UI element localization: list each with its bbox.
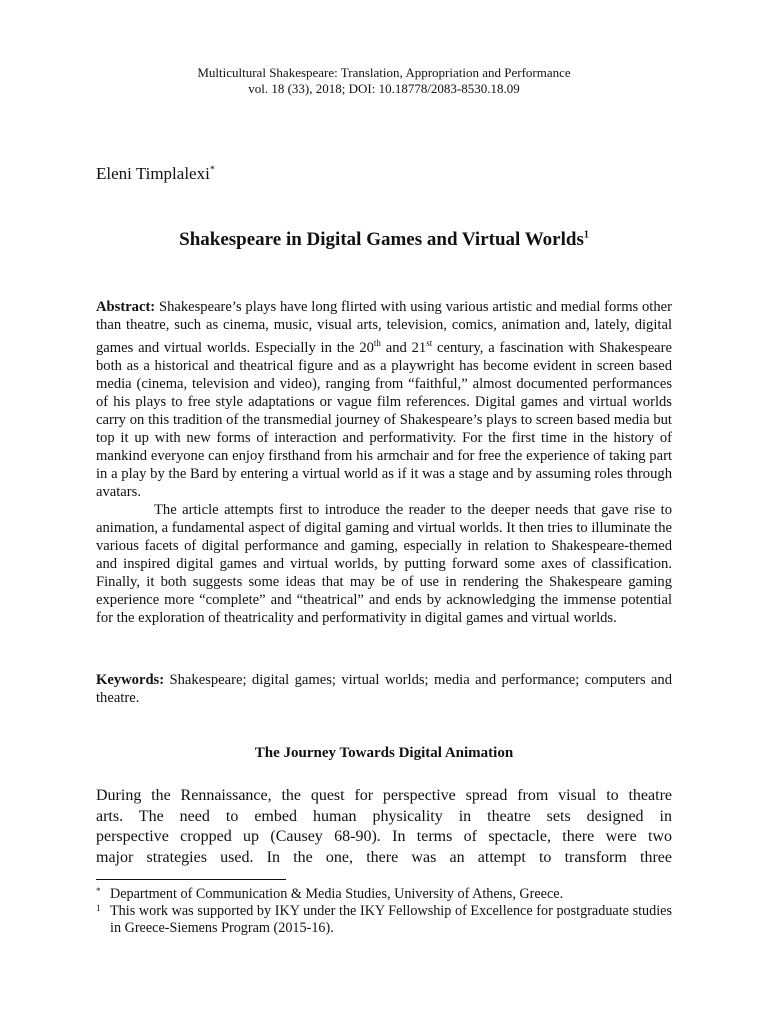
section-heading: The Journey Towards Digital Animation [254, 745, 514, 761]
footnote-item [96, 903, 672, 937]
footnote-item [96, 886, 672, 903]
body-line: major strategies used. In the one, there was an attempt to transform three [96, 848, 672, 866]
title-footnote-mark: 1 [583, 229, 589, 241]
author-name [96, 164, 215, 184]
abstract-text-b: and 21 [380, 339, 427, 356]
abstract [96, 298, 672, 627]
author-name-text: Eleni Timplalexi [96, 164, 210, 183]
abstract-text-c: century, a fascination with Shakespeare both as a historical and theatrical figure and as a playwright has become evident in screen based media (cinema, television and video), ranging from “faithful,” almost documented performances of his plays to free style adaptations or vague film references. Digital games and virtual worlds carry on this tradition of the transmedial journey of Shakespeare’s plays to screen based media but top it up with new forms of interaction and performativity. For the first time in the history of mankind everyone can enjoy firsthand from his armchair and for free the experience of taking part in a play by the Bard by entering a virtual world as if it was a stage and by assuming roles through avatars. [96, 339, 672, 500]
body-line: perspective cropped up (Causey 68-90). In terms of spectacle, there were two [96, 828, 672, 845]
abstract-label: Abstract: [96, 299, 156, 315]
abstract-text-a: Shakespeare’s plays have long flirted with using various artistic and medial forms other than theatre, such as cinema, music, visual arts, television, comics, animation and, lately, digital games and virtual worlds. Especially in the 20 [96, 299, 672, 356]
footnotes [96, 886, 672, 937]
body-paragraph [96, 786, 672, 868]
body-line: arts. The need to embed human physicality in theatre sets designed in [96, 807, 672, 825]
footnote-text: This work was supported by IKY under the IKY Fellowship of Excellence for postgraduate studies in Greece-Siemens Program (2015-16). [110, 903, 672, 936]
journal-volume-line: vol. 18 (33), 2018; DOI: 10.18778/2083-8530.18.09 [248, 81, 520, 96]
article-title-text: Shakespeare in Digital Games and Virtual Worlds [179, 229, 584, 250]
body-line: During the Rennaissance, the quest for perspective spread from visual to theatre [96, 787, 672, 804]
keywords [96, 671, 672, 707]
footnote-mark: 1 [96, 903, 101, 913]
footnote-divider [96, 879, 286, 880]
footnote-text: Department of Communication & Media Studies, University of Athens, Greece. [110, 886, 564, 902]
abstract-paragraph-1 [96, 298, 672, 501]
journal-title-line: Multicultural Shakespeare: Translation, Appropriation and Performance [197, 65, 571, 80]
keywords-text: Shakespeare; digital games; virtual worlds; media and performance; computers and theatre. [96, 672, 672, 706]
author-footnote-mark: * [209, 164, 215, 176]
keywords-label: Keywords: [96, 672, 165, 688]
abstract-paragraph-2: The article attempts first to introduce the reader to the deeper needs that gave rise to animation, a fundamental aspect of digital gaming and virtual worlds. It then tries to illuminate the various facets of digital performance and gaming, especially in relation to Shakespeare-themed and inspired digital games and virtual worlds, by putting forward some axes of classification. Finally, it both suggests some ideas that may be of use in rendering the Shakespeare gaming experience more “complete” and “theatrical” and ends by acknowledging the immense potential for the exploration of theatricality and performativity in digital games and virtual worlds. [96, 501, 672, 626]
superscript-th: th [373, 338, 381, 348]
footnote-mark: * [96, 886, 101, 896]
journal-header [0, 65, 768, 97]
superscript-st: st [426, 338, 433, 348]
article-title [0, 229, 768, 251]
